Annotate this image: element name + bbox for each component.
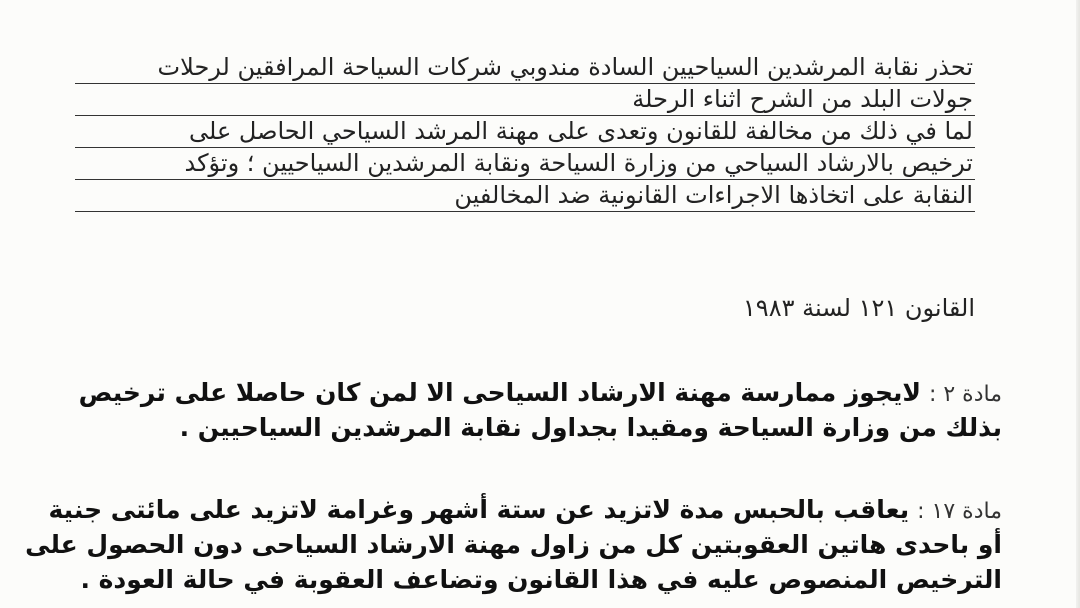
article-17-text-1: يعاقب بالحبس مدة لاتزيد عن ستة أشهر وغرامة لاتزيد على مائتى جنية [48,495,910,524]
article-17-line-2 [25,527,1002,562]
article-17-text-2: أو باحدى هاتين العقوبتين كل من زاول مهنة الارشاد السياحى دون الحصول على [25,530,1002,559]
notice-line-4: ترخيص بالارشاد السياحي من وزارة السياحة ونقابة المرشدين السياحيين ؛ وتؤكد [75,148,975,180]
article-2-text-1: لايجوز ممارسة مهنة الارشاد السياحى الا لمن كان حاصلا على ترخيص [78,378,921,407]
article-2 [79,375,1002,445]
notice-line-1: تحذر نقابة المرشدين السياحيين السادة مندوبي شركات السياحة المرافقين لرحلات [75,52,975,84]
warning-notice [75,52,975,212]
notice-line-2: جولات البلد من الشرح اثناء الرحلة [75,84,975,116]
article-2-line-1 [79,375,1002,410]
scan-edge [1076,0,1080,608]
article-17-text-3: الترخيص المنصوص عليه في هذا القانون وتضاعف العقوبة في حالة العودة . [80,565,1002,594]
article-2-text-2: بذلك من وزارة السياحة ومقيدا بجداول نقابة المرشدين السياحيين . [179,413,1002,442]
article-17-line-1 [25,492,1002,527]
law-title: القانون ١٢١ لسنة ١٩٨٣ [742,294,975,322]
article-17 [25,492,1002,597]
article-2-line-2 [79,410,1002,445]
article-17-line-3 [25,562,1002,597]
article-2-number: مادة ٢ : [928,382,1002,407]
notice-line-5: النقابة على اتخاذها الاجراءات القانونية ضد المخالفين [75,180,975,212]
notice-line-3: لما في ذلك من مخالفة للقانون وتعدى على مهنة المرشد السياحي الحاصل على [75,116,975,148]
article-17-number: مادة ١٧ : [917,499,1002,524]
